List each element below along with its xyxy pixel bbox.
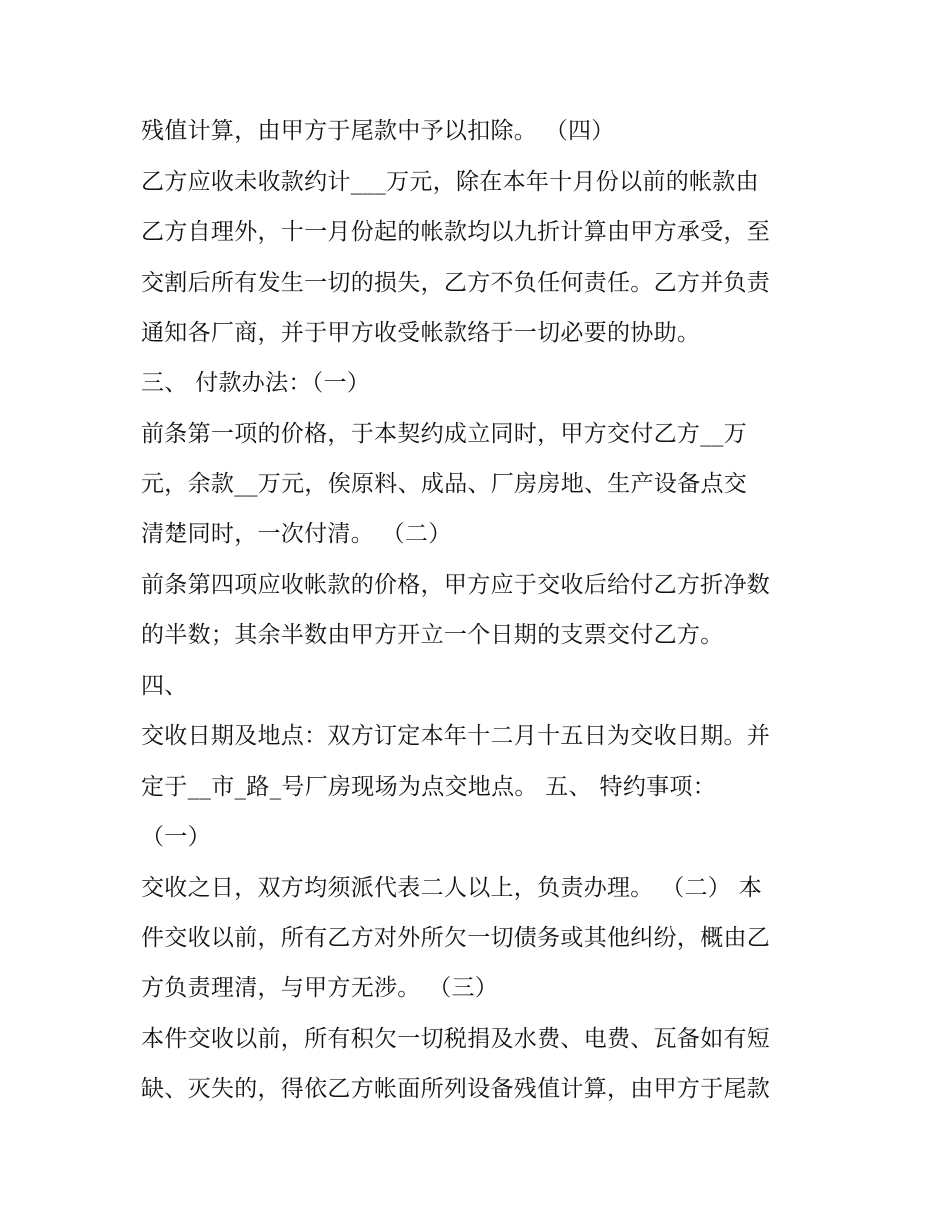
text-line-2: 乙方应收未收款约计___万元，除在本年十月份以前的帐款由 (141, 169, 759, 195)
text-line-14: 定于__市_路_号厂房现场为点交地点。 五、 特约事项： (141, 774, 717, 800)
text-line-8: 元，余款__万元，俟原料、成品、厂房房地、生产设备点交 (141, 471, 748, 497)
text-line-9: 清楚同时，一次付清。 （二） (141, 521, 452, 547)
text-line-17: 件交收以前，所有乙方对外所欠一切债务或其他纠纷，概由乙 (141, 925, 771, 951)
text-line-11: 的半数；其余半数由甲方开立一个日期的支票交付乙方。 (141, 622, 724, 648)
section-heading-payment: 三、 付款办法：（一） (141, 370, 371, 396)
text-line-15: （一） (141, 824, 211, 850)
text-line-7: 前条第一项的价格，于本契约成立同时，甲方交付乙方__万 (141, 421, 748, 447)
text-line-1: 残值计算，由甲方于尾款中予以扣除。 （四） (141, 118, 615, 144)
text-line-4: 交割后所有发生一切的损失，乙方不负任何责任。乙方并负责 (141, 270, 771, 296)
text-line-3: 乙方自理外，十一月份起的帐款均以九折计算由甲方承受，至 (141, 219, 771, 245)
text-line-5: 通知各厂商，并于甲方收受帐款络于一切必要的协助。 (141, 320, 701, 346)
text-line-18: 方负责理清，与甲方无涉。 （三） (141, 975, 499, 1001)
text-line-10: 前条第四项应收帐款的价格，甲方应于交收后给付乙方折净数 (141, 572, 771, 598)
section-heading-four: 四、 (141, 673, 188, 699)
text-line-20: 缺、灭失的，得依乙方帐面所列设备残值计算，由甲方于尾款 (141, 1076, 771, 1102)
text-line-16: 交收之日，双方均须派代表二人以上，负责办理。 （二） 本 (141, 875, 763, 901)
text-line-19: 本件交收以前，所有积欠一切税捐及水费、电费、瓦备如有短 (141, 1026, 771, 1052)
text-line-13: 交收日期及地点：双方订定本年十二月十五日为交收日期。并 (141, 723, 771, 749)
